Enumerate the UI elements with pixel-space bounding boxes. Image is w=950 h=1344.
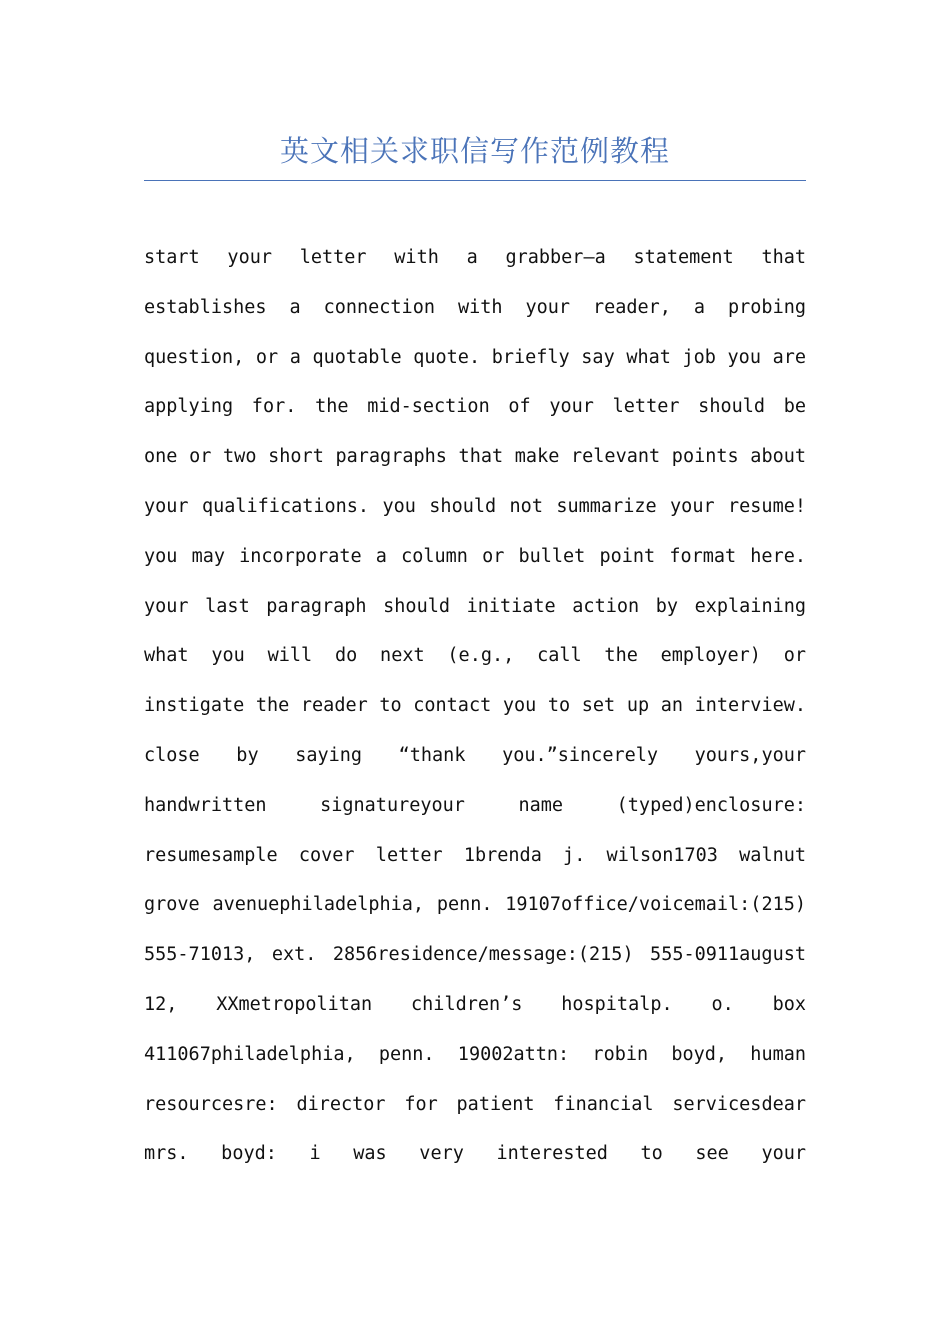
body-line: handwritten signatureyour name (typed)enclosure: bbox=[144, 794, 806, 816]
body-line: 12, XXmetropolitan children’s hospitalp. o. box bbox=[144, 993, 806, 1015]
body-line: your last paragraph should initiate action by explaining bbox=[144, 595, 806, 617]
body-line: establishes a connection with your reader, a probing bbox=[144, 296, 806, 318]
body-line: resourcesre: director for patient financial servicesdear bbox=[144, 1093, 806, 1115]
body-line: you may incorporate a column or bullet point format here. bbox=[144, 545, 806, 567]
body-line: resumesample cover letter 1brenda j. wilson1703 walnut bbox=[144, 844, 806, 866]
body-line: instigate the reader to contact you to set up an interview. bbox=[144, 695, 806, 717]
body-line: grove avenuephiladelphia, penn. 19107office/voicemail:(215) bbox=[144, 894, 806, 916]
body-line: what you will do next (e.g., call the employer) or bbox=[144, 645, 806, 667]
body-line: start your letter with a grabber—a statement that bbox=[144, 247, 806, 268]
body-line: 555-71013, ext. 2856residence/message:(215) 555-0911august bbox=[144, 944, 806, 966]
document-body bbox=[144, 233, 806, 1179]
body-line: mrs. boyd: i was very interested to see your bbox=[144, 1143, 806, 1165]
body-line: close by saying “thank you.”sincerely yours,your bbox=[144, 744, 806, 766]
body-line: 411067philadelphia, penn. 19002attn: robin boyd, human bbox=[144, 1043, 806, 1065]
title-underline bbox=[144, 180, 806, 181]
body-line: applying for. the mid-section of your letter should be bbox=[144, 396, 806, 418]
document-title: 英文相关求职信写作范例教程 bbox=[279, 134, 670, 168]
body-line: question, or a quotable quote. briefly say what job you are bbox=[144, 346, 806, 368]
body-line: your qualifications. you should not summarize your resume! bbox=[144, 495, 806, 517]
body-line: one or two short paragraphs that make relevant points about bbox=[144, 446, 806, 468]
